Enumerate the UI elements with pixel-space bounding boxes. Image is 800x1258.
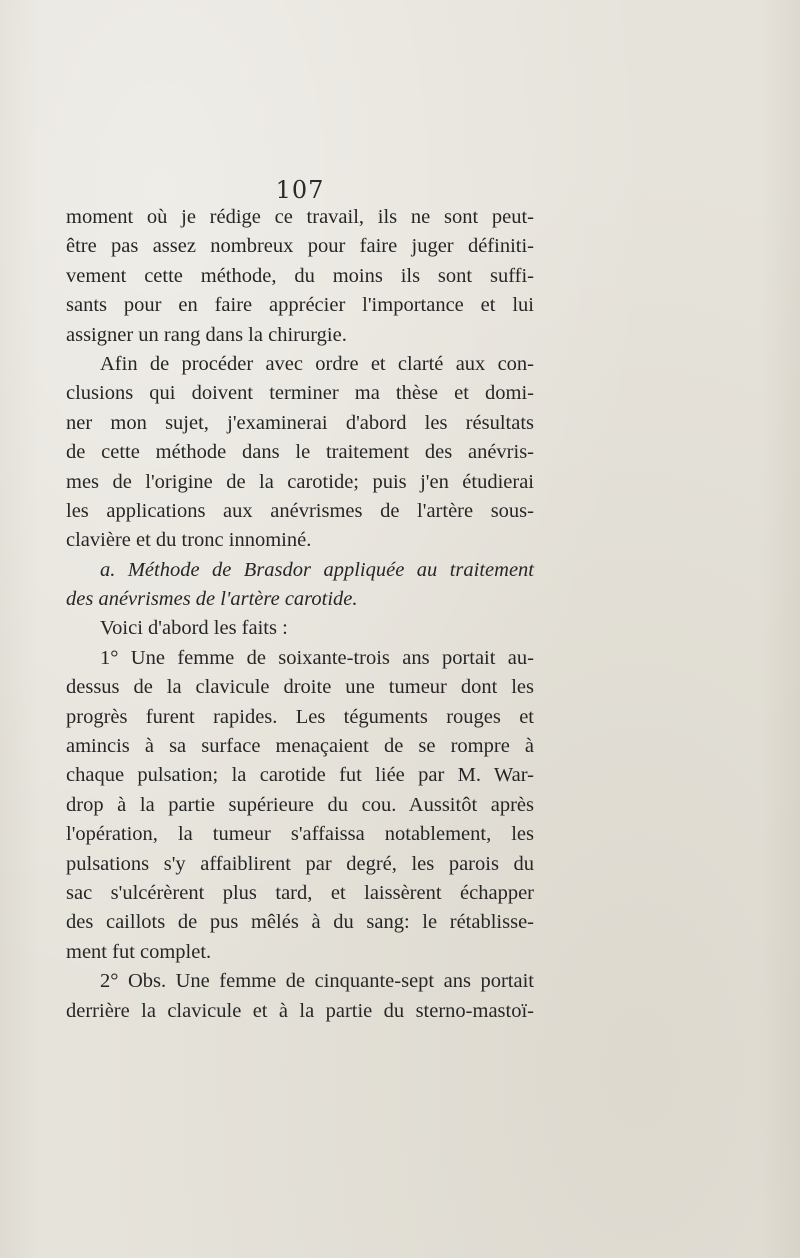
- text-line: 1° Une femme de soixante-trois ans portait au-: [100, 646, 534, 669]
- text-line: progrès furent rapides. Les téguments rouges et: [66, 705, 534, 728]
- section-heading-line: des anévrismes de l'artère carotide.: [66, 588, 358, 611]
- text-line: sants pour en faire apprécier l'importance et lui: [66, 294, 534, 317]
- text-line: être pas assez nombreux pour faire juger définiti-: [66, 235, 534, 258]
- text-line: Afin de procéder avec ordre et clarté aux con-: [100, 352, 534, 375]
- body-text: [66, 203, 534, 1026]
- text-line: ment fut complet.: [66, 940, 212, 963]
- text-line: pulsations s'y affaiblirent par degré, les parois du: [66, 852, 534, 875]
- text-line: derrière la clavicule et à la partie du sterno-mastoï-: [66, 999, 534, 1022]
- section-heading-line: a. Méthode de Brasdor appliquée au traitement: [100, 558, 534, 581]
- text-line: drop à la partie supérieure du cou. Aussitôt après: [66, 793, 534, 816]
- text-line: vement cette méthode, du moins ils sont suffi-: [66, 264, 534, 287]
- text-line: Voici d'abord les faits :: [100, 617, 288, 640]
- text-line: assigner un rang dans la chirurgie.: [66, 323, 347, 346]
- text-line: moment où je rédige ce travail, ils ne sont peut-: [66, 206, 534, 228]
- text-line: mes de l'origine de la carotide; puis j'en étudierai: [66, 470, 534, 493]
- text-line: clavière et du tronc innominé.: [66, 529, 312, 552]
- text-line: les applications aux anévrismes de l'artère sous-: [66, 499, 534, 522]
- text-line: amincis à sa surface menaçaient de se rompre à: [66, 735, 534, 758]
- text-line: 2° Obs. Une femme de cinquante-sept ans portait: [100, 970, 534, 993]
- text-line: chaque pulsation; la carotide fut liée par M. War-: [66, 764, 534, 787]
- text-line: de cette méthode dans le traitement des anévris-: [66, 441, 534, 464]
- text-line: l'opération, la tumeur s'affaissa notablement, les: [66, 823, 534, 846]
- text-line: clusions qui doivent terminer ma thèse et domi-: [66, 382, 534, 405]
- page-number: 107: [275, 176, 325, 204]
- text-line: ner mon sujet, j'examinerai d'abord les résultats: [66, 411, 534, 434]
- text-line: sac s'ulcérèrent plus tard, et laissèrent échapper: [66, 881, 534, 904]
- text-line: des caillots de pus mêlés à du sang: le rétablisse-: [66, 911, 534, 934]
- text-line: dessus de la clavicule droite une tumeur dont les: [66, 676, 534, 699]
